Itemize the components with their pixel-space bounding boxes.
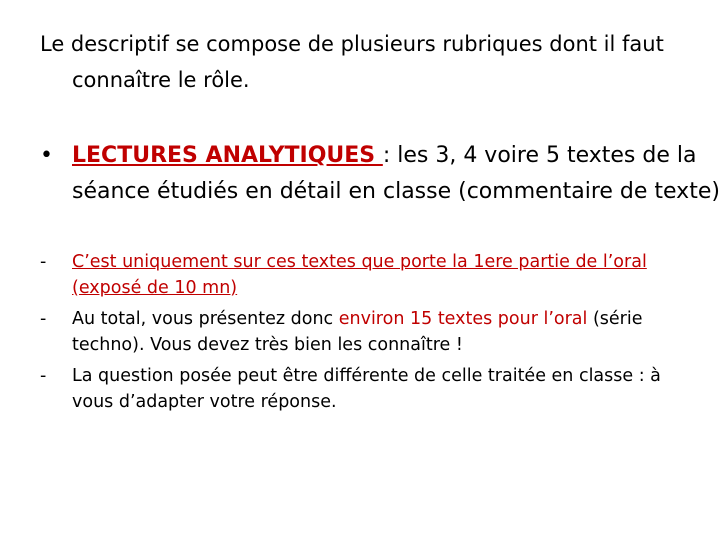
bullet-lectures-analytiques <box>40 138 728 210</box>
intro-paragraph: Le descriptif se compose de plusieurs rubriques dont il faut connaître le rôle. <box>40 32 664 92</box>
list-item <box>40 364 700 415</box>
list-item-text-after: (série techno). Vous devez très bien les connaître ! <box>72 309 643 355</box>
bullet-dot: • <box>40 143 53 168</box>
list-item-text: C’est uniquement sur ces textes que porte la 1ere partie de l’oral (exposé de 10 mn) <box>72 252 647 298</box>
list-item-text: La question posée peut être différente de celle traitée en classe : à vous d’adapter votre réponse. <box>72 366 661 412</box>
list-item <box>40 250 700 301</box>
dash-marker: - <box>40 366 47 386</box>
list-item-highlight: environ 15 textes pour l’oral <box>338 309 588 329</box>
lectures-analytiques-heading: LECTURES ANALYTIQUES <box>72 143 383 168</box>
list-item-text-before: Au total, vous présentez donc <box>72 309 339 329</box>
dash-marker: - <box>40 309 47 329</box>
lectures-analytiques-text: : les 3, 4 voire 5 textes de la séance étudiés en détail en classe (commentaire de texte) <box>72 143 720 204</box>
dash-list <box>40 250 700 421</box>
list-item <box>40 307 700 358</box>
dash-marker: - <box>40 252 47 272</box>
